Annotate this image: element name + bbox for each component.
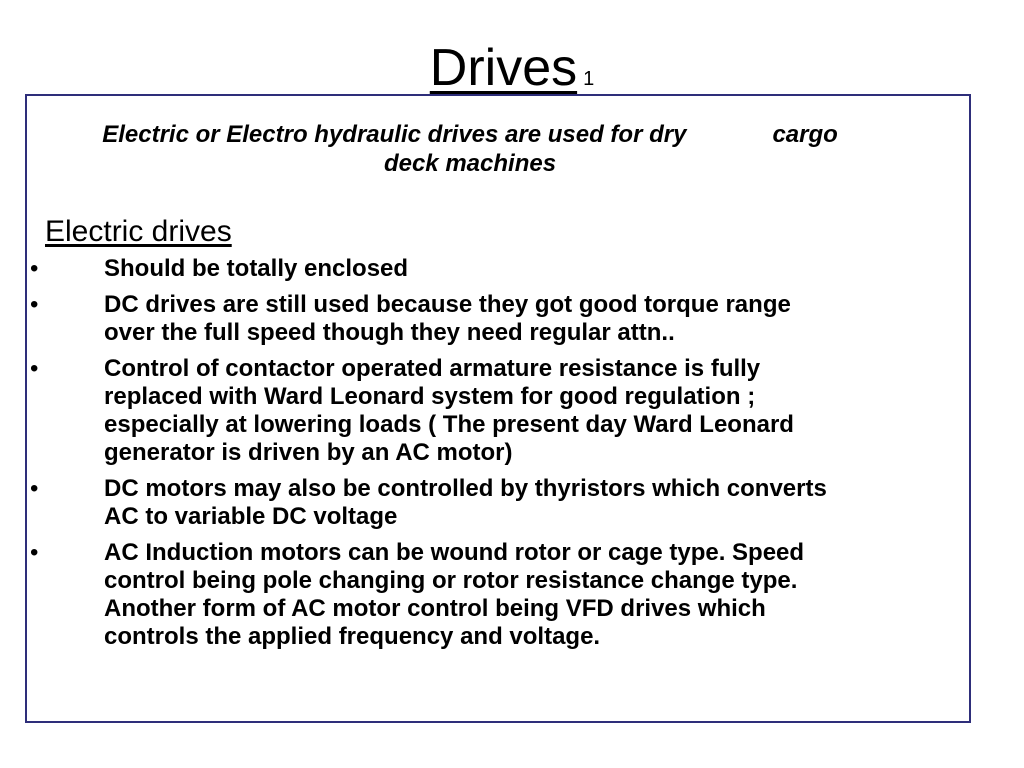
bullet-line: DC motors may also be controlled by thyristors which converts <box>104 475 827 502</box>
bullet-item <box>0 539 1000 651</box>
bullet-item <box>0 355 1000 467</box>
slide-subtitle <box>40 120 900 178</box>
bullet-item <box>0 291 1000 347</box>
slide-title-text: Drives <box>429 39 578 97</box>
section-heading: Electric drives <box>45 215 232 248</box>
bullet-icon: • <box>30 355 39 382</box>
bullet-line: AC to variable DC voltage <box>104 503 398 530</box>
bullet-line: controls the applied frequency and voltage. <box>104 623 601 650</box>
subtitle-line2: deck machines <box>383 150 557 177</box>
slide-number: 1 <box>583 68 595 90</box>
bullet-line: especially at lowering loads ( The present day Ward Leonard <box>104 411 794 438</box>
bullet-line: Another form of AC motor control being VFD drives which <box>104 595 766 622</box>
bullet-icon: • <box>30 475 39 502</box>
subtitle-line1-right: cargo <box>772 121 838 148</box>
bullet-line: Control of contactor operated armature resistance is fully <box>104 355 761 382</box>
bullet-item <box>0 255 1000 283</box>
bullet-line: control being pole changing or rotor resistance change type. <box>104 567 798 594</box>
bullet-icon: • <box>30 539 39 566</box>
bullet-line: Should be totally enclosed <box>104 255 409 282</box>
bullet-icon: • <box>30 255 39 282</box>
bullet-line: AC Induction motors can be wound rotor or cage type. Speed <box>104 539 805 566</box>
subtitle-line1-left: Electric or Electro hydraulic drives are used for dry <box>102 121 687 148</box>
bullet-list <box>0 255 1000 659</box>
bullet-line: generator is driven by an AC motor) <box>104 439 513 466</box>
bullet-line: over the full speed though they need regular attn.. <box>104 319 675 346</box>
bullet-icon: • <box>30 291 39 318</box>
bullet-line: DC drives are still used because they got good torque range <box>104 291 791 318</box>
bullet-line: replaced with Ward Leonard system for good regulation ; <box>104 383 756 410</box>
bullet-item <box>0 475 1000 531</box>
